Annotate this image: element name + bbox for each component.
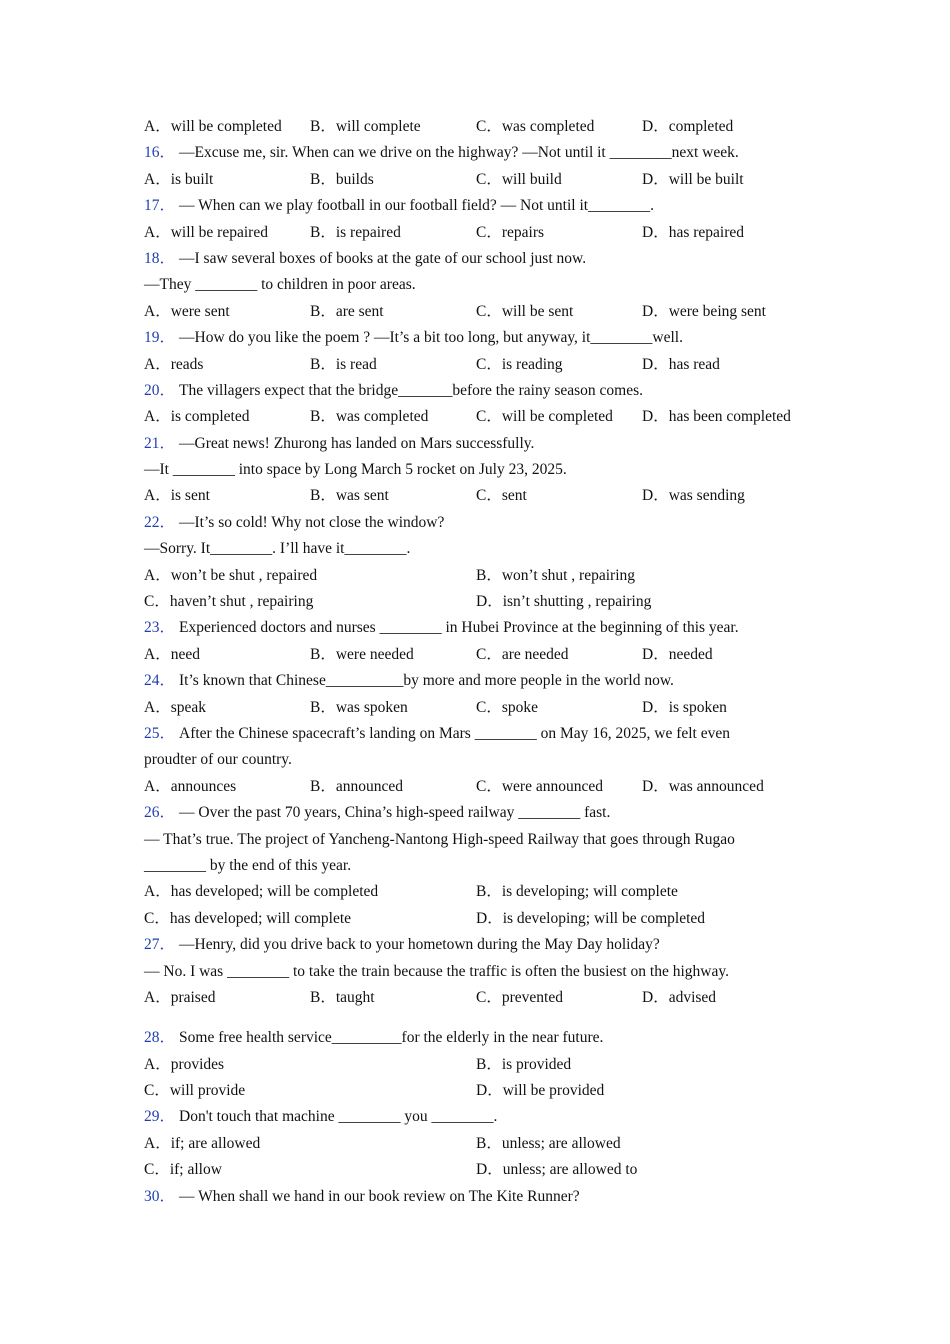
option: B．is provided	[476, 1055, 572, 1073]
option: D．will be built	[642, 170, 744, 188]
question-number: 21．	[144, 434, 176, 452]
option-row	[144, 1157, 824, 1183]
option: B．is repaired	[310, 223, 401, 241]
option: D．was announced	[642, 777, 764, 795]
question-text: —I saw several boxes of books at the gate of our school just now.	[179, 249, 587, 267]
option: D．completed	[642, 118, 734, 135]
option-row	[144, 563, 824, 589]
question-stem	[144, 615, 824, 641]
question-line: —It ________ into space by Long March 5 rocket on July 23, 2025.	[144, 461, 567, 479]
question-number: 28．	[144, 1029, 176, 1047]
option: B．builds	[310, 170, 374, 188]
option: A．is built	[144, 170, 214, 188]
option: C．are needed	[476, 645, 569, 663]
question-text: —How do you like the poem ? —It’s a bit too long, but anyway, it________well.	[179, 329, 683, 347]
option: C．will be sent	[476, 302, 574, 320]
option: D．has repaired	[642, 223, 744, 241]
question-number: 29．	[144, 1108, 176, 1126]
option-row	[144, 114, 824, 140]
option-row	[144, 299, 824, 325]
option: C．is reading	[476, 355, 563, 373]
option: D．needed	[642, 645, 713, 663]
question-line: proudter of our country.	[144, 751, 292, 769]
question-line: — That’s true. The project of Yancheng-Nantong High-speed Railway that goes through Rugao	[144, 830, 735, 848]
question-number: 27．	[144, 936, 176, 954]
option-row	[144, 589, 824, 615]
option: A．need	[144, 645, 200, 663]
option-row	[144, 220, 824, 246]
option: A．is completed	[144, 408, 250, 426]
option: B．unless; are allowed	[476, 1134, 621, 1152]
question-number: 30．	[144, 1187, 176, 1205]
question-stem	[144, 246, 824, 272]
option: B．won’t shut , repairing	[476, 566, 636, 584]
option: A．has developed; will be completed	[144, 883, 379, 901]
option-row	[144, 906, 824, 932]
question-text: Some free health service_________for the elderly in the near future.	[179, 1029, 604, 1047]
option-row	[144, 985, 824, 1011]
option: B．announced	[310, 777, 403, 795]
question-line: —They ________ to children in poor areas.	[144, 276, 416, 294]
question-stem	[144, 800, 824, 826]
question-text: —Henry, did you drive back to your hometown during the May Day holiday?	[179, 936, 660, 954]
option: C．spoke	[476, 698, 539, 716]
option: B．was sent	[310, 487, 389, 505]
option: B．will complete	[310, 118, 421, 135]
option: C．was completed	[476, 118, 595, 135]
option: A．reads	[144, 355, 204, 373]
option: B．was spoken	[310, 698, 408, 716]
question-stem	[144, 1025, 824, 1051]
option: A．is sent	[144, 487, 210, 505]
option: D．was sending	[642, 487, 745, 505]
question-stem	[144, 932, 824, 958]
question-stem	[144, 510, 824, 536]
question-text: —Great news! Zhurong has landed on Mars successfully.	[179, 434, 535, 452]
option-row	[144, 642, 824, 668]
question-number: 25．	[144, 724, 176, 742]
option-row	[144, 695, 824, 721]
option: D．unless; are allowed to	[476, 1161, 638, 1179]
option: A．announces	[144, 777, 237, 795]
question-number: 22．	[144, 513, 176, 531]
question-number: 23．	[144, 619, 176, 637]
question-line: ________ by the end of this year.	[144, 856, 352, 874]
question-number: 26．	[144, 804, 176, 822]
question-stem	[144, 1184, 824, 1210]
option: D．is developing; will be completed	[476, 909, 706, 927]
question-text: — Over the past 70 years, China’s high-speed railway ________ fast.	[179, 804, 611, 822]
option-row	[144, 774, 824, 800]
option: C．prevented	[476, 988, 563, 1006]
option: B．is read	[310, 355, 377, 373]
option: C．has developed; will complete	[144, 909, 352, 927]
question-stem	[144, 140, 824, 166]
question-text: — When shall we hand in our book review on The Kite Runner?	[179, 1187, 580, 1205]
option: A．won’t be shut , repaired	[144, 566, 318, 584]
option: D．advised	[642, 988, 717, 1006]
question-text: It’s known that Chinese__________by more and more people in the world now.	[179, 672, 674, 690]
option: C．repairs	[476, 223, 545, 241]
option: D．were being sent	[642, 302, 766, 320]
question-number: 18．	[144, 249, 176, 267]
option: C．will build	[476, 170, 562, 188]
option: A．provides	[144, 1055, 225, 1073]
question-line: —Sorry. It________. I’ll have it________.	[144, 540, 411, 558]
option: A．if; are allowed	[144, 1134, 261, 1152]
option-row	[144, 1131, 824, 1157]
question-stem	[144, 431, 824, 457]
question-text: Don't touch that machine ________ you ________.	[179, 1108, 498, 1126]
option: C．haven’t shut , repairing	[144, 593, 314, 611]
option: A．praised	[144, 988, 216, 1006]
question-stem	[144, 1104, 824, 1130]
question-text: —It’s so cold! Why not close the window?	[179, 513, 445, 531]
option: B．taught	[310, 988, 375, 1006]
option: B．is developing; will complete	[476, 883, 678, 901]
option: C．were announced	[476, 777, 603, 795]
option: D．will be provided	[476, 1082, 605, 1100]
option-row	[144, 167, 824, 193]
option: A．will be repaired	[144, 223, 268, 241]
question-number: 24．	[144, 672, 176, 690]
option: A．were sent	[144, 302, 230, 320]
question-number: 20．	[144, 381, 176, 399]
question-number: 16．	[144, 144, 176, 162]
option: B．are sent	[310, 302, 384, 320]
question-number: 19．	[144, 329, 176, 347]
option-row	[144, 352, 824, 378]
option: B．was completed	[310, 408, 429, 426]
option: D．has been completed	[642, 408, 791, 426]
option: D．isn’t shutting , repairing	[476, 593, 652, 611]
option: A．speak	[144, 698, 206, 716]
option: A．will be completed	[144, 118, 282, 135]
question-text: —Excuse me, sir. When can we drive on the highway? —Not until it ________next week.	[179, 144, 739, 162]
option: B．were needed	[310, 645, 414, 663]
option: C．sent	[476, 487, 527, 505]
question-stem	[144, 193, 824, 219]
option-row	[144, 879, 824, 905]
question-list	[144, 114, 824, 1210]
option: D．is spoken	[642, 698, 727, 716]
question-stem	[144, 325, 824, 351]
option-row	[144, 483, 824, 509]
question-text: Experienced doctors and nurses ________ in Hubei Province at the beginning of this year.	[179, 619, 739, 637]
question-text: — When can we play football in our football field? — Not until it________.	[179, 197, 654, 215]
question-text: The villagers expect that the bridge_______before the rainy season comes.	[179, 381, 643, 399]
option: C．if; allow	[144, 1161, 222, 1179]
question-line: — No. I was ________ to take the train because the traffic is often the busiest on the highway.	[144, 962, 729, 980]
question-number: 17．	[144, 197, 176, 215]
option: C．will be completed	[476, 408, 613, 426]
question-stem	[144, 378, 824, 404]
question-stem	[144, 668, 824, 694]
option-row	[144, 1052, 824, 1078]
option-row	[144, 404, 824, 430]
option-row	[144, 1078, 824, 1104]
option: C．will provide	[144, 1082, 246, 1100]
question-stem	[144, 721, 824, 747]
option: D．has read	[642, 355, 720, 373]
question-text: After the Chinese spacecraft’s landing on Mars ________ on May 16, 2025, we felt even	[179, 724, 730, 742]
